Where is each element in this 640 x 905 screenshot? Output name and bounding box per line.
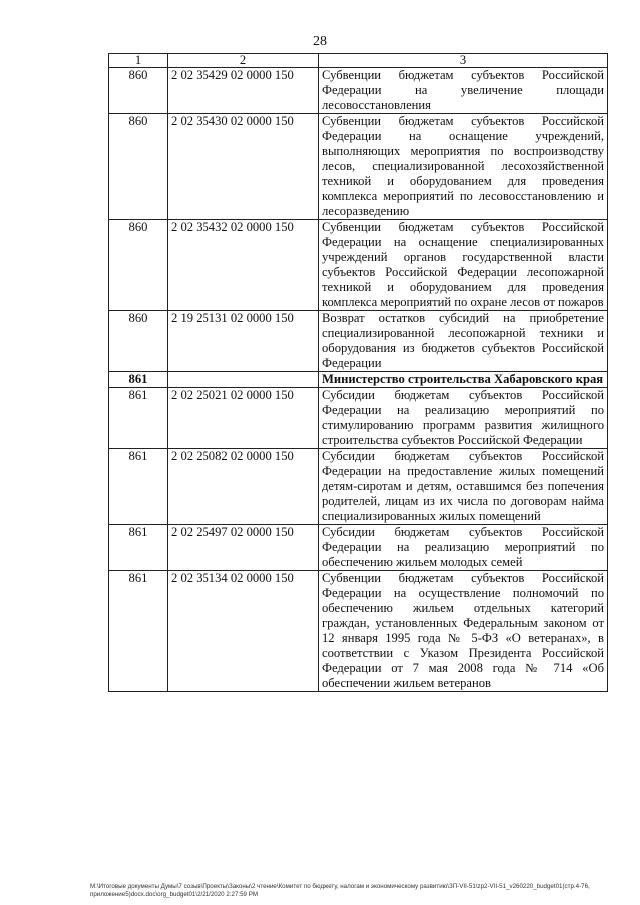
budget-code-cell: 2 02 35430 02 0000 150: [168, 114, 319, 220]
header-col-1: 1: [109, 54, 168, 68]
budget-code-cell: 2 02 35429 02 0000 150: [168, 68, 319, 114]
table-row: [109, 449, 608, 525]
budget-code-cell: 2 02 25082 02 0000 150: [168, 449, 319, 525]
revenue-name-cell: Субсидии бюджетам субъектов Российской Федерации на реализацию мероприятий по стимулированию программ развития жилищного строительства субъектов Российской Федерации: [319, 388, 608, 449]
revenue-name-cell: Субвенции бюджетам субъектов Российской Федерации на оснащение учреждений, выполняющих мероприятия по воспроизводству лесов, специализированной лесохозяйственной техникой и оборудованием для проведения комплекса мероприятий по лесовосстановлению и лесоразведению: [319, 114, 608, 220]
admin-code-cell: 861: [109, 525, 168, 571]
table-row: [109, 220, 608, 311]
table-row: [109, 68, 608, 114]
admin-code-cell: 860: [109, 114, 168, 220]
revenue-name-cell: Министерство строительства Хабаровского края: [319, 372, 608, 388]
revenue-name-cell: Субвенции бюджетам субъектов Российской Федерации на оснащение специализированных учреждений органов государственной власти субъектов Российской Федерации лесопожарной техникой и оборудованием для проведения комплекса мероприятий по охране лесов от пожаров: [319, 220, 608, 311]
table-row: [109, 571, 608, 692]
budget-code-cell: 2 19 25131 02 0000 150: [168, 311, 319, 372]
revenue-name-cell: Субсидии бюджетам субъектов Российской Федерации на предоставление жилых помещений детям-сиротам и детям, оставшимся без попечения родителей, лицам из их числа по договорам найма специализированных жилых помещений: [319, 449, 608, 525]
admin-code-cell: 861: [109, 388, 168, 449]
table-row: [109, 311, 608, 372]
table-row: [109, 388, 608, 449]
file-path-footer: M:\Итоговые документы Думы\7 созыв\Проекты\Законы\2 чтение\Комитет по бюджету, налогам и экономическому развитию\ЗП-VII-51\zp2-VII-51_v260220_budget01(стр.4-76, приложение5)docx.doc\org_budget01\2/21/2020 2:27:59 PM: [90, 883, 590, 898]
budget-code-cell: [168, 372, 319, 388]
revenue-name-cell: Субсидии бюджетам субъектов Российской Федерации на реализацию мероприятий по обеспечению жильем молодых семей: [319, 525, 608, 571]
table-header-row: [109, 54, 608, 68]
table-row: [109, 114, 608, 220]
budget-code-cell: 2 02 25021 02 0000 150: [168, 388, 319, 449]
table-row: [109, 372, 608, 388]
table-row: [109, 525, 608, 571]
budget-code-cell: 2 02 35432 02 0000 150: [168, 220, 319, 311]
admin-code-cell: 860: [109, 68, 168, 114]
budget-code-cell: 2 02 35134 02 0000 150: [168, 571, 319, 692]
revenue-name-cell: Субвенции бюджетам субъектов Российской Федерации на увеличение площади лесовосстановления: [319, 68, 608, 114]
header-col-3: 3: [319, 54, 608, 68]
admin-code-cell: 860: [109, 220, 168, 311]
header-col-2: 2: [168, 54, 319, 68]
revenue-name-cell: Возврат остатков субсидий на приобретение специализированной лесопожарной техники и оборудования из бюджетов субъектов Российской Федерации: [319, 311, 608, 372]
admin-code-cell: 860: [109, 311, 168, 372]
admin-code-cell: 861: [109, 571, 168, 692]
revenue-name-cell: Субвенции бюджетам субъектов Российской Федерации на осуществление полномочий по обеспечению жильем отдельных категорий граждан, установленных Федеральным законом от 12 января 1995 года № 5-ФЗ «О ветеранах», в соответствии с Указом Президента Российской Федерации от 7 мая 2008 года № 714 «Об обеспечении жильем ветеранов: [319, 571, 608, 692]
budget-code-cell: 2 02 25497 02 0000 150: [168, 525, 319, 571]
admin-code-cell: 861: [109, 449, 168, 525]
budget-table: [108, 53, 608, 692]
admin-code-cell: 861: [109, 372, 168, 388]
page-number: 28: [313, 34, 327, 49]
